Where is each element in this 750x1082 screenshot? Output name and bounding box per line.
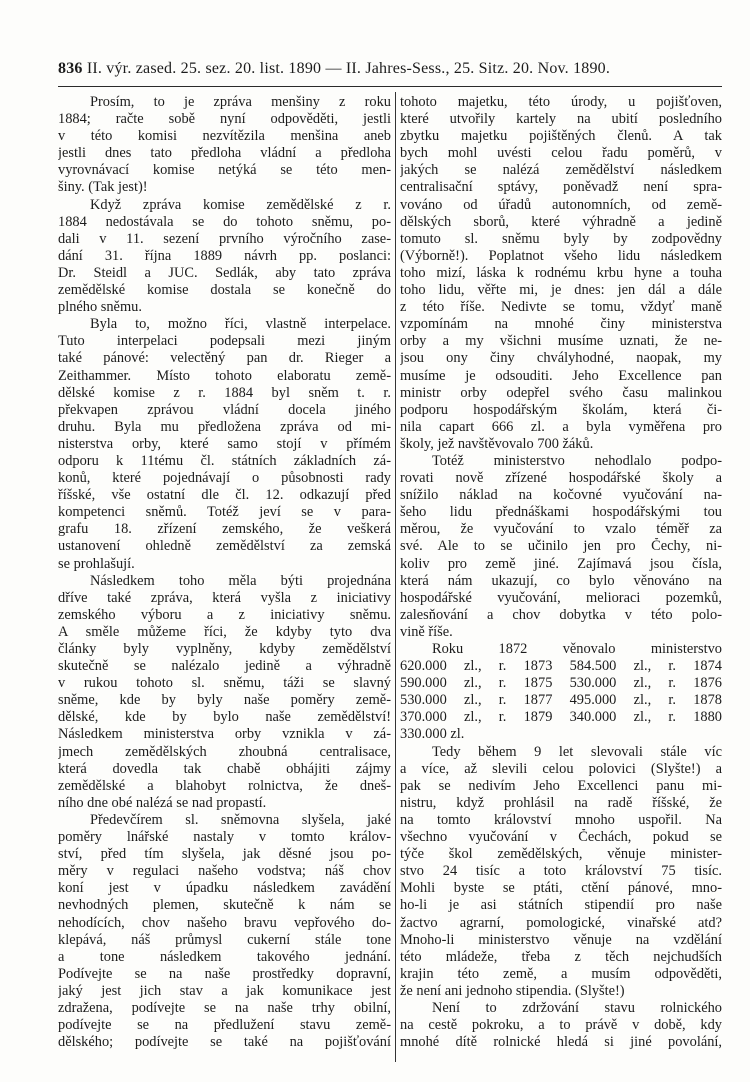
text-line: odporu k 11tému čl. státních základních zá- bbox=[58, 452, 391, 469]
text-line: orby a my všichni musíme uznati, že ne- bbox=[400, 333, 722, 350]
text-line: ministr orby odepřel svého času malinkou bbox=[400, 384, 722, 401]
page-number: 836 bbox=[58, 60, 83, 77]
text-line: jestli dnes tato předloha vládní a předloha bbox=[58, 145, 391, 162]
text-line: zdražena, podívejte se na naše trhy obilní, bbox=[58, 999, 391, 1016]
text-line: toho lidu, věřte mi, je dnes: jen dál a dále bbox=[400, 282, 722, 299]
text-line: Mohli byste se ptáti, ctění pánové, mno- bbox=[400, 880, 722, 897]
text-line: říšské, vše ostatní dle čl. 12. odkazují před bbox=[58, 487, 391, 504]
running-header bbox=[58, 60, 722, 78]
text-line: koní jest v úpadku následkem zavádění bbox=[58, 880, 391, 897]
text-line: články byly vyplněny, kdyby zemědělství bbox=[58, 641, 391, 657]
text-line: nistru, když prohlásil na radě říšské, že bbox=[400, 794, 722, 811]
text-line: která dovedla tak chabě obhájiti zájmy bbox=[58, 760, 391, 777]
text-line: zemského výboru a z iniciativy sněmu. bbox=[58, 606, 391, 623]
text-line: zalesňování a chov dobytka v této polo- bbox=[400, 606, 722, 623]
text-line: tomuto sl. sněmu byly by zodpovědny bbox=[400, 230, 722, 247]
text-line: kompetenci sněmů. Totéž jeví se v para- bbox=[58, 504, 391, 521]
text-line: jmech zemědělských zhoubná centralisace, bbox=[58, 743, 391, 760]
text-line: sněme, kde by byly naše poměry země- bbox=[58, 692, 391, 709]
text-line: 530.000 zl., r. 1877 495.000 zl., r. 1878 bbox=[400, 692, 722, 709]
text-line: jakých se nalézá zemědělství následkem bbox=[400, 162, 722, 179]
text-line: a více, až slevili celou polovici (Slyšte!) a bbox=[400, 760, 722, 777]
text-line: vzpomínám na mnohé činy ministerstva bbox=[400, 316, 722, 333]
text-line: musíme je odsouditi. Jeho Excellence pan bbox=[400, 367, 722, 384]
text-line: Dr. Steidl a JUC. Sedlák, aby tato zpráva bbox=[58, 264, 391, 281]
right-column bbox=[400, 94, 722, 1051]
text-line: 330.000 zl. bbox=[400, 726, 465, 743]
text-line: školy, jež navštěvovalo 700 žáků. bbox=[400, 435, 594, 452]
text-line: rovati nově zřízené hospodářské školy a bbox=[400, 470, 722, 487]
text-line: 590.000 zl., r. 1875 530.000 zl., r. 1876 bbox=[400, 675, 722, 692]
text-line: klepává, náš průmysl cukerní stále tone bbox=[58, 931, 391, 948]
text-line: snížilo náklad na kočovné vyučování na- bbox=[400, 487, 722, 504]
text-line: zbytku majetku pojištěných členů. A tak bbox=[400, 128, 722, 145]
text-line: (Výborně!). Poplatnot všeho lidu následkem bbox=[400, 247, 722, 264]
text-line: Následkem ministerstva orby vznikla v zá- bbox=[58, 726, 391, 743]
text-line: všechno vyučování v Čechách, pokud se bbox=[400, 829, 722, 846]
text-line: bych mohl uvésti celou řadu poměrů, v bbox=[400, 145, 722, 162]
left-column bbox=[58, 94, 391, 1051]
text-line: stvo 24 tisíc a toto království 75 tisíc. bbox=[400, 863, 722, 880]
text-line: své. Ale to se učinilo jen pro Čechy, ni- bbox=[400, 538, 722, 555]
text-line: měrou, že vyučování to vzalo téměř za bbox=[400, 521, 722, 538]
text-line: krajin této země, a musím odpověděti, bbox=[400, 965, 722, 982]
text-line: šeho lidu přednáškami hospodářskými tou bbox=[400, 504, 722, 521]
text-line: vině říše. bbox=[400, 623, 453, 640]
text-line: šiny. (Tak jest)! bbox=[58, 179, 148, 196]
text-line: Tedy během 9 let slevovali stále víc bbox=[432, 743, 722, 760]
text-line: Roku 1872 věnovalo ministerstvo bbox=[432, 641, 722, 657]
text-line: poměry lnářské nastaly v tomto králov- bbox=[58, 829, 391, 846]
text-line: Předevčírem sl. sněmovna slyšela, jaké bbox=[90, 811, 391, 828]
text-line: Totéž ministerstvo nehodlalo podpo- bbox=[432, 452, 722, 469]
text-line: se prohlašují. bbox=[58, 555, 135, 572]
text-line: Tuto interpelaci podepsali mezi jiným bbox=[58, 333, 391, 350]
text-line: pak se nedivím Jeho Excellenci panu mi- bbox=[400, 777, 722, 794]
text-line: plného sněmu. bbox=[58, 299, 142, 316]
text-line: 620.000 zl., r. 1873 584.500 zl., r. 1874 bbox=[400, 658, 722, 675]
text-line: Prosím, to je zpráva menšiny z roku bbox=[90, 94, 391, 110]
text-line: centralisační sptávy, poněvadž není spra- bbox=[400, 179, 722, 196]
text-line: ního dne obé nalézá se nad propastí. bbox=[58, 794, 267, 811]
text-line: Podívejte se na naše prostředky dopravní, bbox=[58, 965, 391, 982]
text-line: dali v 11. sezení prvního výročního zase- bbox=[58, 230, 391, 247]
text-line: A směle můžeme říci, že kdyby tyto dva bbox=[58, 623, 391, 640]
text-line: Mnoho-li ministerstvo věnuje na vzdělání bbox=[400, 931, 722, 948]
header-dash: — bbox=[325, 60, 342, 77]
text-line: v rukou tohoto sl. sněmu, táži se slavný bbox=[58, 675, 391, 692]
text-line: mnohé dítě rolnické hledá si jiné povolání, bbox=[400, 1034, 722, 1051]
text-line: jsou ony činy chvályhodné, naopak, my bbox=[400, 350, 722, 367]
text-line: ho-li je asi státních stipendií pro naše bbox=[400, 897, 722, 914]
text-line: na tomto království mnoho uspořil. Na bbox=[400, 811, 722, 828]
header-title-german: II. Jahres-Sess., 25. Sitz. 20. Nov. 1890. bbox=[345, 60, 611, 77]
text-line: která nám ukazují, co bylo věnováno na bbox=[400, 572, 722, 589]
text-line: měry v regulaci našeho vodstva; náš chov bbox=[58, 863, 391, 880]
text-line: jaký jest jich stav a jak komunikace jest bbox=[58, 982, 391, 999]
text-line: také pánové: velectěný pan dr. Rieger a bbox=[58, 350, 391, 367]
text-line: v této komisi nezvítězila menšina aneb bbox=[58, 128, 391, 145]
text-line: podporu hospodářským školám, která či- bbox=[400, 401, 722, 418]
text-line: Byla to, možno říci, vlastně interpelace. bbox=[90, 316, 391, 333]
text-line: dání 31. října 1889 návrh pp. poslanci: bbox=[58, 247, 391, 264]
text-line: grafu 18. zřízení zemského, že veškerá bbox=[58, 521, 391, 538]
text-line: že není ani jednoho stipendia. (Slyšte!) bbox=[400, 982, 625, 999]
text-line: vováno od úřadů autonomních, od země- bbox=[400, 196, 722, 213]
text-line: druhu. Byla mu předložena zpráva od mi- bbox=[58, 418, 391, 435]
column-divider bbox=[395, 92, 396, 1062]
text-line: této mládeže, třeba z těch nejchudších bbox=[400, 948, 722, 965]
text-line: koliv pro země jiné. Zajímavá jsou čísla, bbox=[400, 555, 722, 572]
text-line: překvapen zprávou vládní docela jiného bbox=[58, 401, 391, 418]
text-line: skutečně se nalézalo jedině a výhradně bbox=[58, 658, 391, 675]
text-line: podívejte se na předlužení stavu země- bbox=[58, 1017, 391, 1034]
text-line: tohoto majetku, této úrody, u pojišťoven, bbox=[400, 94, 722, 110]
text-line: konů, které pojednávají o působnosti rady bbox=[58, 470, 391, 487]
text-line: žactvo agrarní, pomologické, vinařské atd? bbox=[400, 914, 722, 931]
header-rule bbox=[58, 86, 722, 87]
text-line: dělských sborů, které výhradně a jedině bbox=[400, 213, 722, 230]
text-line: toho mizí, láska k rodnému krbu hyne a touha bbox=[400, 264, 722, 281]
text-line: ství, před tím slyšela, jak děsné jsou po- bbox=[58, 846, 391, 863]
text-line: Není to zdržování stavu rolnického bbox=[432, 999, 722, 1016]
text-line: dělského; podívejte se také na pojišťování bbox=[58, 1034, 391, 1051]
text-line: Následkem toho měla býti projednána bbox=[90, 572, 391, 589]
header-title-czech: II. výr. zased. 25. sez. 20. list. 1890 bbox=[86, 60, 322, 77]
text-line: nisterstva orby, které samo stojí v přímém bbox=[58, 435, 391, 452]
text-line: zemědělské komise dostala se konečně do bbox=[58, 282, 391, 299]
text-line: vyrovnávací komise netýká se této men- bbox=[58, 162, 391, 179]
text-line: nila capart 666 zl. a byla vyměřena pro bbox=[400, 418, 722, 435]
text-line: ustanovení ohledně zemědělství za zemská bbox=[58, 538, 391, 555]
text-line: Když zpráva komise zemědělské z r. bbox=[90, 196, 391, 213]
text-line: nevhodných plemen, skutečně k nám se bbox=[58, 897, 391, 914]
text-line: hospodářské vyučování, melioraci pozemků, bbox=[400, 589, 722, 606]
text-line: které utvořily kartely na ubití posledního bbox=[400, 111, 722, 128]
text-line: a tone následkem takového jednání. bbox=[58, 948, 391, 965]
text-line: zemědělské a blahobyt rolnictva, že dneš- bbox=[58, 777, 391, 794]
text-line: dříve také zpráva, která vyšla z iniciativy bbox=[58, 589, 391, 606]
text-line: Zeithammer. Místo tohoto elaboratu země- bbox=[58, 367, 391, 384]
text-line: 370.000 zl., r. 1879 340.000 zl., r. 1880 bbox=[400, 709, 722, 726]
text-line: dělské komise z r. 1884 byl sněm t. r. bbox=[58, 384, 391, 401]
text-line: nehodících, chov našeho bravu vepřového do- bbox=[58, 914, 391, 931]
text-line: týče škol zemědělských, věnuje minister- bbox=[400, 846, 722, 863]
text-line: z této říše. Nedivte se tomu, vždyť maně bbox=[400, 299, 722, 316]
text-line: na cestě pokroku, a to právě v době, kdy bbox=[400, 1017, 722, 1034]
text-line: 1884 nedostávala se do tohoto sněmu, po- bbox=[58, 213, 391, 230]
text-line: 1884; račte sobě nyní odpověděti, jestli bbox=[58, 111, 391, 128]
text-line: dělské, kde by bylo naše zemědělství! bbox=[58, 709, 391, 726]
